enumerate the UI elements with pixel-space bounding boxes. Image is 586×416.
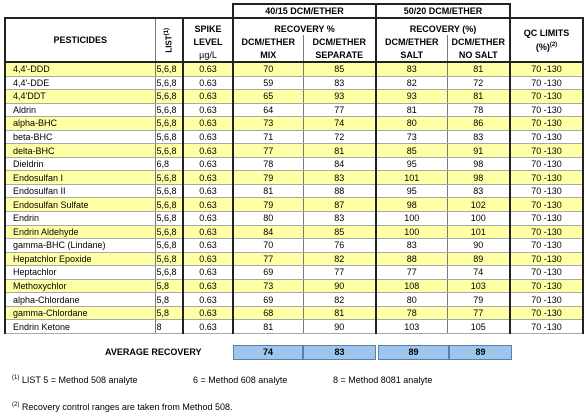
spike-level: 0.63 — [183, 144, 233, 158]
qc-limits: 70 -130 — [510, 293, 583, 307]
pesticide-name: Endosulfan Sulfate — [5, 198, 155, 212]
nosalt-recovery: 79 — [447, 293, 510, 307]
qc-limits: 70 -130 — [510, 90, 583, 104]
table-row — [5, 212, 583, 226]
qc-limits: 70 -130 — [510, 225, 583, 239]
salt-recovery: 81 — [376, 103, 447, 117]
list-header: LIST$^{(1)}$ — [164, 27, 175, 53]
nosalt-recovery: 90 — [447, 239, 510, 253]
table-row — [5, 225, 583, 239]
nosalt-recovery: 83 — [447, 184, 510, 198]
salt-recovery: 80 — [376, 117, 447, 131]
pesticide-name: Methoxychlor — [5, 279, 155, 293]
pesticide-name: Endosulfan I — [5, 171, 155, 185]
list-value: 5,6,8 — [155, 225, 183, 239]
nosalt-recovery: 78 — [447, 103, 510, 117]
pesticides-header: PESTICIDES — [53, 35, 107, 45]
salt-recovery: 98 — [376, 198, 447, 212]
pesticide-name: Hepatchlor Epoxide — [5, 252, 155, 266]
separate-recovery: 90 — [303, 320, 376, 334]
spike-level: 0.63 — [183, 90, 233, 104]
list-value: 5,6,8 — [155, 171, 183, 185]
qc-pct-header: (%)$^{(2)}$ — [535, 42, 558, 52]
separate-recovery: 81 — [303, 306, 376, 320]
mix-recovery: 77 — [233, 252, 303, 266]
recovery-pct2-header: RECOVERY (%) — [376, 18, 510, 35]
salt-recovery: 95 — [376, 157, 447, 171]
separate-recovery: 87 — [303, 198, 376, 212]
table-row — [5, 157, 583, 171]
list-value: 5,8 — [155, 306, 183, 320]
level-header: LEVEL — [183, 35, 233, 48]
list-value: 5,8 — [155, 293, 183, 307]
mix-recovery: 81 — [233, 320, 303, 334]
nosalt-recovery: 105 — [447, 320, 510, 334]
salt-recovery: 83 — [376, 62, 447, 76]
table-row — [5, 62, 583, 76]
separate-recovery: 85 — [303, 62, 376, 76]
pesticide-name: alpha-BHC — [5, 117, 155, 131]
spike-level: 0.63 — [183, 225, 233, 239]
average-salt-value: 89 — [378, 345, 449, 360]
table-row — [5, 103, 583, 117]
nosalt-recovery: 91 — [447, 144, 510, 158]
table-row — [5, 144, 583, 158]
nosalt-recovery: 81 — [447, 62, 510, 76]
spike-level: 0.63 — [183, 184, 233, 198]
salt-header: SALT — [376, 48, 447, 62]
table-row — [5, 90, 583, 104]
table-row — [5, 184, 583, 198]
table-row — [5, 320, 583, 334]
nosalt-recovery: 86 — [447, 117, 510, 131]
footnote-2 — [12, 402, 232, 412]
table-row — [5, 76, 583, 90]
qc-limits: 70 -130 — [510, 157, 583, 171]
nosalt-recovery: 74 — [447, 266, 510, 280]
footnote-2-marker: (2) — [12, 402, 20, 408]
mix-recovery: 68 — [233, 306, 303, 320]
mix-recovery: 59 — [233, 76, 303, 90]
pesticide-name: Endrin Aldehyde — [5, 225, 155, 239]
mix-recovery: 70 — [233, 239, 303, 253]
nosalt-recovery: 102 — [447, 198, 510, 212]
qc-limits: 70 -130 — [510, 198, 583, 212]
separate-recovery: 84 — [303, 157, 376, 171]
salt-recovery: 103 — [376, 320, 447, 334]
table-row — [5, 306, 583, 320]
mix-recovery: 79 — [233, 171, 303, 185]
spike-level: 0.63 — [183, 306, 233, 320]
list-value: 5,6,8 — [155, 103, 183, 117]
spike-level: 0.63 — [183, 103, 233, 117]
pesticide-name: Endrin Ketone — [5, 320, 155, 334]
spike-level: 0.63 — [183, 266, 233, 280]
salt-recovery: 100 — [376, 225, 447, 239]
qc-limits: 70 -130 — [510, 252, 583, 266]
pesticide-name: Endosulfan II — [5, 184, 155, 198]
mix-recovery: 69 — [233, 266, 303, 280]
spike-level: 0.63 — [183, 239, 233, 253]
qc-limits: 70 -130 — [510, 76, 583, 90]
separate-recovery: 82 — [303, 252, 376, 266]
mix-recovery: 80 — [233, 212, 303, 226]
footnote-2-text: Recovery control ranges are taken from Method 508. — [21, 402, 233, 412]
separate-dcm-header: DCM/ETHER — [303, 35, 376, 48]
table-row — [5, 252, 583, 266]
separate-recovery: 88 — [303, 184, 376, 198]
mix-header: MIX — [233, 48, 303, 62]
nosalt-recovery: 72 — [447, 76, 510, 90]
table-row — [5, 117, 583, 131]
separate-recovery: 83 — [303, 212, 376, 226]
qc-limits: 70 -130 — [510, 212, 583, 226]
table-row — [5, 239, 583, 253]
qc-limits-header: QC LIMITS — [523, 28, 570, 38]
pesticide-name: gamma-Chlordane — [5, 306, 155, 320]
qc-limits: 70 -130 — [510, 103, 583, 117]
pesticide-name: Dieldrin — [5, 157, 155, 171]
spike-level: 0.63 — [183, 62, 233, 76]
spike-level: 0.63 — [183, 212, 233, 226]
unit-header: µg/L — [183, 48, 233, 62]
spike-level: 0.63 — [183, 252, 233, 266]
separate-recovery: 72 — [303, 130, 376, 144]
table-row — [5, 198, 583, 212]
separate-recovery: 82 — [303, 293, 376, 307]
list-value: 5,6,8 — [155, 117, 183, 131]
list-value: 6,8 — [155, 157, 183, 171]
list-value: 5,6,8 — [155, 62, 183, 76]
average-separate-value: 83 — [303, 345, 376, 360]
list-value: 5,6,8 — [155, 212, 183, 226]
pesticide-name: Heptachlor — [5, 266, 155, 280]
salt-recovery: 85 — [376, 144, 447, 158]
qc-limits: 70 -130 — [510, 239, 583, 253]
table-row — [5, 293, 583, 307]
list-value: 5,6,8 — [155, 184, 183, 198]
nosalt-recovery: 89 — [447, 252, 510, 266]
nosalt-header: NO SALT — [447, 48, 510, 62]
salt-recovery: 101 — [376, 171, 447, 185]
pesticide-name: Endrin — [5, 212, 155, 226]
salt-dcm-header: DCM/ETHER — [376, 35, 447, 48]
nosalt-recovery: 100 — [447, 212, 510, 226]
separate-recovery: 83 — [303, 171, 376, 185]
mix-recovery: 71 — [233, 130, 303, 144]
list-value: 5,6,8 — [155, 130, 183, 144]
pesticide-name: Aldrin — [5, 103, 155, 117]
separate-header: SEPARATE — [303, 48, 376, 62]
mix-recovery: 81 — [233, 184, 303, 198]
mix-recovery: 64 — [233, 103, 303, 117]
qc-limits: 70 -130 — [510, 306, 583, 320]
spike-level: 0.63 — [183, 320, 233, 334]
recovery-pct-header: RECOVERY % — [233, 18, 376, 35]
separate-recovery: 77 — [303, 266, 376, 280]
salt-recovery: 80 — [376, 293, 447, 307]
pesticide-name: 4,4'-DDE — [5, 76, 155, 90]
footnote-1-list5: LIST 5 = Method 508 analyte — [21, 375, 138, 385]
mix-recovery: 65 — [233, 90, 303, 104]
separate-recovery: 81 — [303, 144, 376, 158]
spike-level: 0.63 — [183, 279, 233, 293]
table-row — [5, 266, 583, 280]
qc-limits: 70 -130 — [510, 62, 583, 76]
qc-limits: 70 -130 — [510, 266, 583, 280]
nosalt-recovery: 98 — [447, 157, 510, 171]
table-row — [5, 279, 583, 293]
separate-recovery: 77 — [303, 103, 376, 117]
group-50-20-title: 50/20 DCM/ETHER — [376, 4, 510, 18]
mix-recovery: 73 — [233, 279, 303, 293]
spike-level: 0.63 — [183, 117, 233, 131]
salt-recovery: 88 — [376, 252, 447, 266]
average-recovery-label: AVERAGE RECOVERY — [105, 347, 202, 357]
recovery-table — [4, 3, 584, 334]
nosalt-recovery: 81 — [447, 90, 510, 104]
qc-limits: 70 -130 — [510, 117, 583, 131]
spike-level: 0.63 — [183, 293, 233, 307]
list-value: 5,6,8 — [155, 76, 183, 90]
list-value: 5,6,8 — [155, 266, 183, 280]
separate-recovery: 83 — [303, 76, 376, 90]
footnote-1-list6: 6 = Method 608 analyte — [193, 375, 288, 385]
footnote-1-list8: 8 = Method 8081 analyte — [333, 375, 433, 385]
list-value: 5,6,8 — [155, 198, 183, 212]
salt-recovery: 100 — [376, 212, 447, 226]
salt-recovery: 83 — [376, 239, 447, 253]
average-mix-value: 74 — [233, 345, 303, 360]
nosalt-dcm-header: DCM/ETHER — [447, 35, 510, 48]
list-value: 5,6,8 — [155, 252, 183, 266]
salt-recovery: 108 — [376, 279, 447, 293]
pesticide-name: 4,4'DDT — [5, 90, 155, 104]
qc-limits: 70 -130 — [510, 279, 583, 293]
table-row — [5, 171, 583, 185]
group-40-15-title: 40/15 DCM/ETHER — [233, 4, 376, 18]
nosalt-recovery: 83 — [447, 130, 510, 144]
pesticide-name: gamma-BHC (Lindane) — [5, 239, 155, 253]
salt-recovery: 82 — [376, 76, 447, 90]
list-value: 5,6,8 — [155, 144, 183, 158]
separate-recovery: 85 — [303, 225, 376, 239]
average-nosalt-value: 89 — [449, 345, 512, 360]
footnote-1-marker: (1) — [12, 375, 20, 381]
list-value: 5,6,8 — [155, 90, 183, 104]
separate-recovery: 74 — [303, 117, 376, 131]
qc-limits: 70 -130 — [510, 144, 583, 158]
mix-recovery: 84 — [233, 225, 303, 239]
separate-recovery: 93 — [303, 90, 376, 104]
pesticide-name: delta-BHC — [5, 144, 155, 158]
qc-limits: 70 -130 — [510, 171, 583, 185]
mix-recovery: 73 — [233, 117, 303, 131]
pesticide-name: alpha-Chlordane — [5, 293, 155, 307]
nosalt-recovery: 101 — [447, 225, 510, 239]
separate-recovery: 76 — [303, 239, 376, 253]
nosalt-recovery: 77 — [447, 306, 510, 320]
list-value: 5,6,8 — [155, 239, 183, 253]
table-row — [5, 130, 583, 144]
salt-recovery: 73 — [376, 130, 447, 144]
mix-dcm-header: DCM/ETHER — [233, 35, 303, 48]
salt-recovery: 93 — [376, 90, 447, 104]
spike-level: 0.63 — [183, 157, 233, 171]
spike-level: 0.63 — [183, 76, 233, 90]
qc-limits: 70 -130 — [510, 184, 583, 198]
nosalt-recovery: 103 — [447, 279, 510, 293]
spike-level: 0.63 — [183, 171, 233, 185]
nosalt-recovery: 98 — [447, 171, 510, 185]
spike-level: 0.63 — [183, 198, 233, 212]
qc-limits: 70 -130 — [510, 320, 583, 334]
spike-header: SPIKE — [183, 18, 233, 35]
mix-recovery: 79 — [233, 198, 303, 212]
spike-level: 0.63 — [183, 130, 233, 144]
pesticide-name: beta-BHC — [5, 130, 155, 144]
list-value: 5,8 — [155, 279, 183, 293]
mix-recovery: 78 — [233, 157, 303, 171]
footnote-1 — [12, 375, 138, 385]
pesticide-name: 4,4'-DDD — [5, 62, 155, 76]
mix-recovery: 69 — [233, 293, 303, 307]
salt-recovery: 77 — [376, 266, 447, 280]
qc-limits: 70 -130 — [510, 130, 583, 144]
mix-recovery: 77 — [233, 144, 303, 158]
salt-recovery: 78 — [376, 306, 447, 320]
list-value: 8 — [155, 320, 183, 334]
separate-recovery: 90 — [303, 279, 376, 293]
salt-recovery: 95 — [376, 184, 447, 198]
mix-recovery: 70 — [233, 62, 303, 76]
